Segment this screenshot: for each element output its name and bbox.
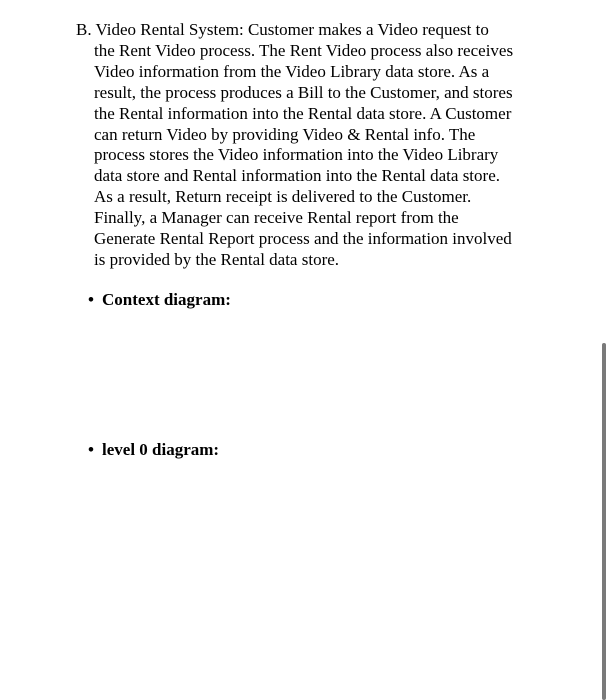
question-line: the Rental information into the Rental data store. A Customer xyxy=(94,103,512,123)
level0-diagram-heading xyxy=(88,440,219,460)
question-line: result, the process produces a Bill to the Customer, and stores xyxy=(94,82,513,102)
question-text xyxy=(76,20,556,271)
bullet-icon: • xyxy=(88,440,94,459)
question-line: data store and Rental information into the Rental data store. xyxy=(94,166,500,186)
context-diagram-heading xyxy=(88,290,231,310)
question-line: B. Video Rental System: Customer makes a Video request to xyxy=(76,20,489,39)
vertical-scrollbar[interactable] xyxy=(602,343,606,700)
question-line: Video information from the Video Library data store. As a xyxy=(94,61,490,81)
question-line: the Rent Video process. The Rent Video process also receives xyxy=(94,40,514,60)
question-line: process stores the Video information into the Video Library xyxy=(94,145,499,165)
question-line: can return Video by providing Video & Rental info. The xyxy=(94,124,476,144)
question-line: Generate Rental Report process and the information involved xyxy=(94,229,512,249)
context-diagram-label: Context diagram: xyxy=(102,290,231,309)
bullet-icon: • xyxy=(88,290,94,309)
question-line: Finally, a Manager can receive Rental report from the xyxy=(94,208,459,228)
question-line: is provided by the Rental data store. xyxy=(94,249,340,269)
level0-diagram-label: level 0 diagram: xyxy=(102,440,220,459)
question-line: As a result, Return receipt is delivered to the Customer. xyxy=(94,187,472,207)
